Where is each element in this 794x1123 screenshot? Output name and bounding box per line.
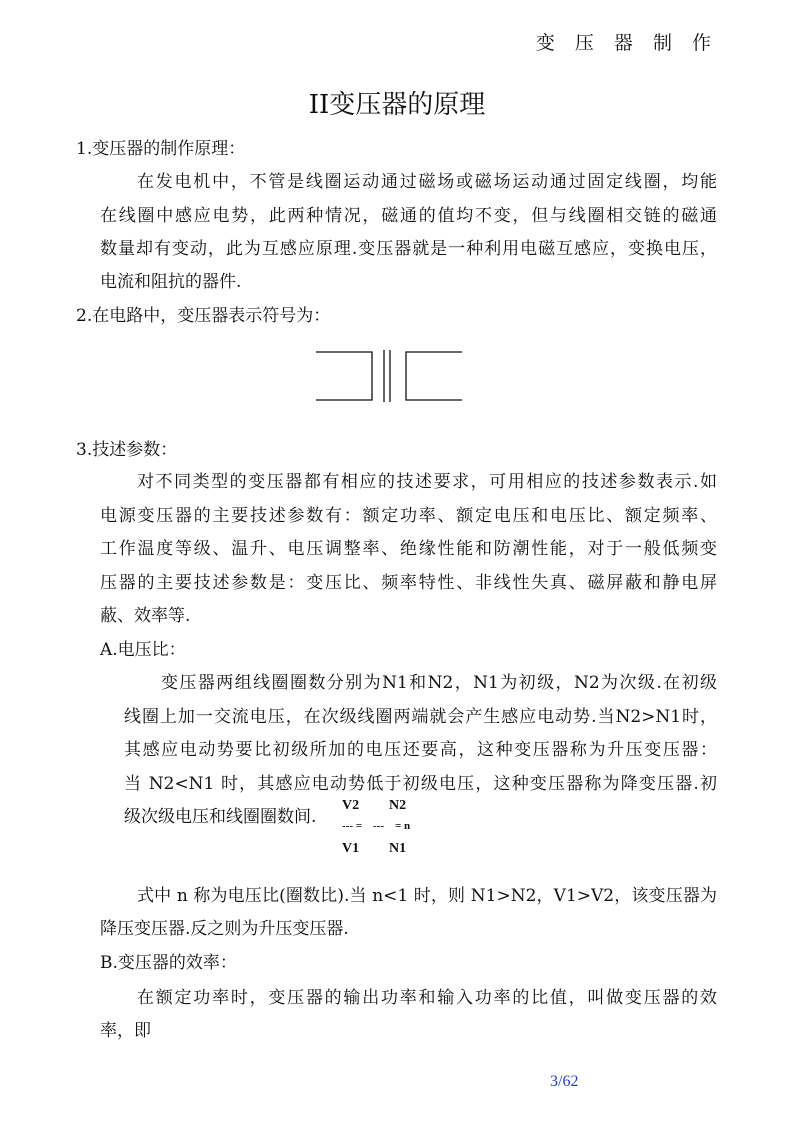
section-3-line-1: 对不同类型的变压器都有相应的技述要求，可用相应的技述参数表示.如 xyxy=(137,472,717,492)
section-3-line-4: 压器的主要技述参数是：变压比、频率特性、非线性失真、磁屏蔽和静电屏 xyxy=(100,573,717,593)
formula-v1: V1 xyxy=(342,841,360,856)
formula-v2: V2 xyxy=(342,798,360,813)
section-3-line-5: 蔽、效率等. xyxy=(100,606,191,626)
section-b-heading: B.变压器的效率： xyxy=(100,953,237,973)
section-3-heading: 3.技述参数： xyxy=(76,440,178,460)
section-a-after-line-1: 式中 n 称为电压比(圈数比).当 n<1 时，则 N1>N2，V1>V2，该变压器为 xyxy=(137,886,717,906)
running-header: 变 压 器 制 作 xyxy=(535,32,718,54)
transformer-symbol-icon xyxy=(316,350,462,402)
section-2-heading: 2.在电路中，变压器表示符号为： xyxy=(76,306,331,326)
section-1-heading: 1.变压器的制作原理： xyxy=(76,139,246,159)
page-number: 3/62 xyxy=(550,1073,579,1090)
section-1-line-4: 电流和阻抗的器件. xyxy=(100,272,242,292)
section-1-line-1: 在发电机中，不管是线圈运动通过磁场或磁场运动通过固定线圈，均能 xyxy=(137,172,717,192)
section-3-line-3: 工作温度等级、温升、电压调整率、绝缘性能和防潮性能，对于一般低频变 xyxy=(100,539,717,559)
section-a-after-line-2: 降压变压器.反之则为升压变压器. xyxy=(100,919,349,939)
section-3-line-2: 电源变压器的主要技述参数有：额定功率、额定电压和电压比、额定频率、 xyxy=(100,506,717,526)
section-a-line-5: 级次级电压和线圈圈数间. xyxy=(124,807,317,827)
section-1-line-2: 在线圈中感应电势，此两种情况，磁通的值均不变，但与线圈相交链的磁通 xyxy=(100,206,717,226)
formula-n2: N2 xyxy=(389,798,407,813)
section-a-line-1: 变压器两组线圈圈数分别为N1和N2，N1为初级，N2为次级.在初级 xyxy=(161,673,717,693)
formula-n1: N1 xyxy=(389,841,407,856)
section-a-line-3: 其感应电动势要比初级所加的电压还要高，这种变压器称为升压变压器： xyxy=(124,740,717,760)
section-b-line-1: 在额定功率时，变压器的输出功率和输入功率的比值，叫做变压器的效 xyxy=(137,988,717,1008)
page-title: II变压器的原理 xyxy=(308,90,486,120)
section-a-heading: A.电压比： xyxy=(100,640,186,660)
section-b-line-2: 率，即 xyxy=(100,1021,151,1041)
formula-fraction-bars: --- = --- = n xyxy=(342,820,411,832)
section-1-line-3: 数量却有变动，此为互感应原理.变压器就是一种利用电磁互感应，变换电压， xyxy=(100,239,717,259)
section-a-line-4: 当 N2<N1 时，其感应电动势低于初级电压，这种变压器称为降变压器.初 xyxy=(124,774,717,794)
section-a-line-2: 线圈上加一交流电压，在次级线圈两端就会产生感应电动势.当N2>N1时， xyxy=(124,707,717,727)
